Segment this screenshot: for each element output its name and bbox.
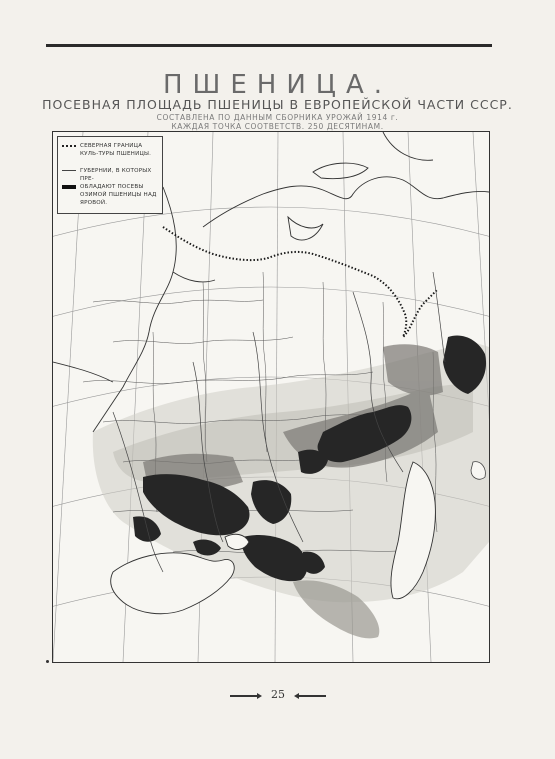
map-subtitle: ПОСЕВНАЯ ПЛОЩАДЬ ПШЕНИЦЫ В ЕВРОПЕЙСКОЙ ЧАСТИ СССР.	[42, 97, 513, 112]
map-legend	[57, 136, 163, 214]
thin-line-icon	[62, 170, 76, 171]
dotted-line-icon	[62, 145, 76, 147]
ornament-left-icon	[230, 695, 258, 697]
ornament-right-icon	[298, 695, 326, 697]
source-note: СОСТАВЛЕНА ПО ДАННЫМ СБОРНИКА УРОЖАЙ 1914 г.	[156, 113, 399, 122]
west-coast	[53, 187, 215, 432]
dark-bar-icon	[62, 185, 76, 189]
page-footer	[0, 688, 555, 704]
north-coast	[203, 132, 489, 240]
page-number: 25	[271, 688, 285, 701]
legend-label: СЕВЕРНАЯ ГРАНИЦА КУЛЬ-ТУРЫ ПШЕНИЦЫ.	[80, 143, 152, 157]
legend-label: ОБЛАДАЮТ ПОСЕВЫ ОЗИМОЙ ПШЕНИЦЫ НАД ЯРОВОЙ.	[80, 184, 157, 206]
dot-scale-note: КАЖДАЯ ТОЧКА СООТВЕТСТВ. 250 ДЕСЯТИНАМ.	[171, 122, 384, 131]
margin-mark	[46, 660, 49, 663]
legend-label: ГУБЕРНИИ, В КОТОРЫХ ПРЕ-	[80, 168, 152, 182]
map-frame	[52, 131, 490, 663]
map-title: ПШЕНИЦА.	[162, 70, 393, 100]
top-rule	[46, 44, 492, 47]
